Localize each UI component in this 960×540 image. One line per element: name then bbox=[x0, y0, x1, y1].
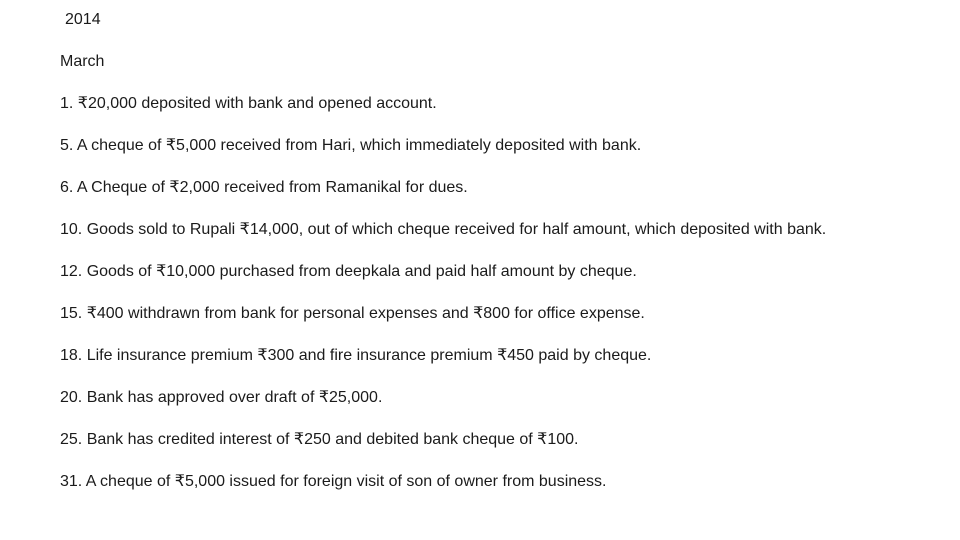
journal-entry: 18. Life insurance premium ₹300 and fire insurance premium ₹450 paid by cheque. bbox=[60, 347, 652, 364]
journal-entry: 10. Goods sold to Rupali ₹14,000, out of which cheque received for half amount, which deposited with bank. bbox=[60, 221, 827, 238]
journal-entry: 6. A Cheque of ₹2,000 received from Ramanikal for dues. bbox=[60, 179, 468, 196]
journal-entry: 15. ₹400 withdrawn from bank for personal expenses and ₹800 for office expense. bbox=[60, 305, 645, 322]
journal-entry: 31. A cheque of ₹5,000 issued for foreign visit of son of owner from business. bbox=[60, 473, 607, 490]
journal-entry: 25. Bank has credited interest of ₹250 and debited bank cheque of ₹100. bbox=[60, 431, 579, 448]
journal-entry: 20. Bank has approved over draft of ₹25,000. bbox=[60, 389, 383, 406]
journal-entry: 5. A cheque of ₹5,000 received from Hari, which immediately deposited with bank. bbox=[60, 137, 642, 154]
month-heading: March bbox=[60, 53, 105, 70]
journal-entry: 1. ₹20,000 deposited with bank and opened account. bbox=[60, 95, 437, 112]
year-heading: 2014 bbox=[65, 11, 101, 28]
entries-list bbox=[60, 91, 960, 495]
journal-entry: 12. Goods of ₹10,000 purchased from deepkala and paid half amount by cheque. bbox=[60, 263, 637, 280]
